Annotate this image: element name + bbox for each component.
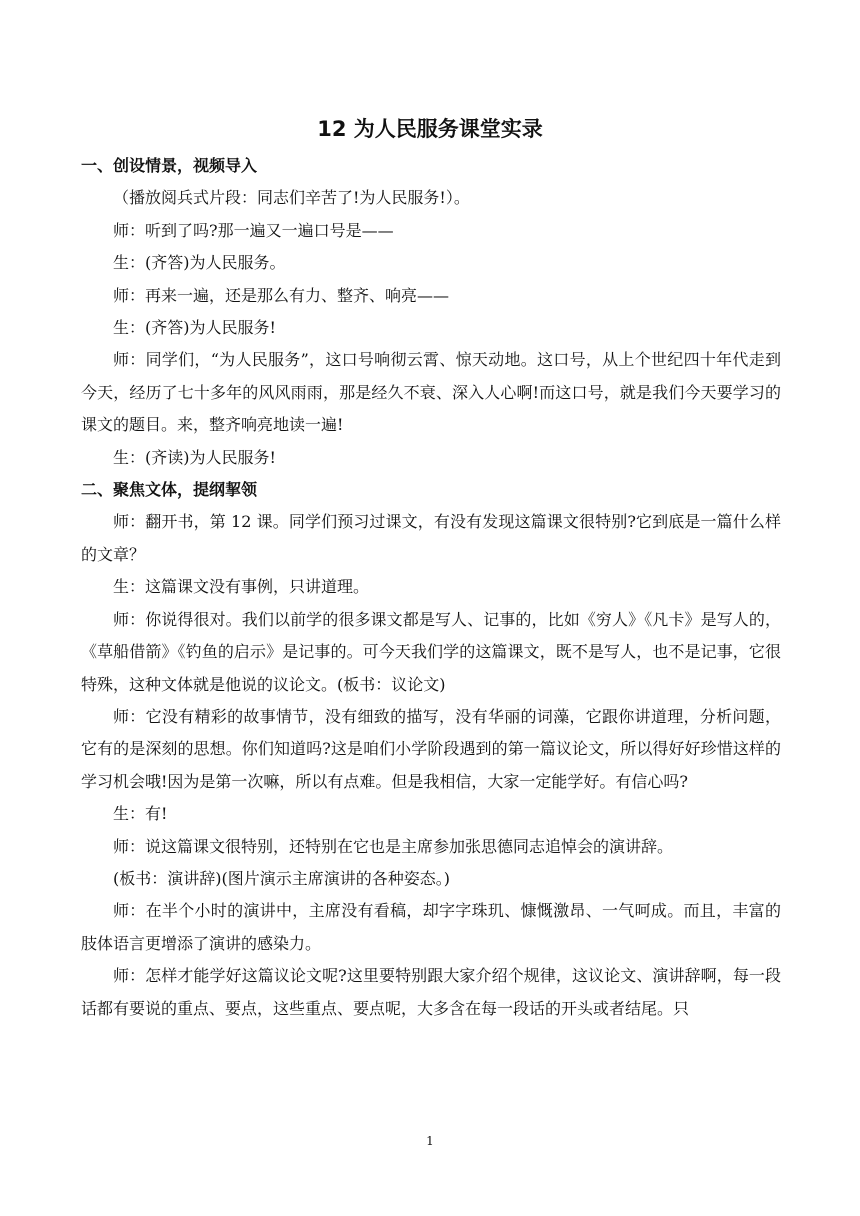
paragraph: 师：你说得很对。我们以前学的很多课文都是写人、记事的，比如《穷人》《凡卡》是写人的，《草船借箭》《钓鱼的启示》是记事的。可今天我们学的这篇课文，既不是写人，也不是记事，它很特殊，这种文体就是他说的议论文。(板书：议论文) <box>81 609 781 694</box>
paragraph: 生：(齐读)为人民服务! <box>113 447 276 467</box>
paragraph: 生：这篇课文没有事例，只讲道理。 <box>113 577 370 597</box>
page-number: 1 <box>426 1134 434 1148</box>
paragraph: 师：再来一遍，还是那么有力、整齐、响亮—— <box>113 285 450 305</box>
paragraph: （播放阅兵式片段：同志们辛苦了!为人民服务!）。 <box>113 188 470 208</box>
section-heading: 二、聚焦文体，提纲挈领 <box>81 480 258 500</box>
paragraph: 生：有! <box>113 804 168 824</box>
paragraph: 师：听到了吗?那一遍又一遍口号是—— <box>113 220 394 240</box>
document-title: 12 为人民服务课堂实录 <box>317 117 543 141</box>
paragraph: 师：怎样才能学好这篇议论文呢?这里要特别跟大家介绍个规律，这议论文、演讲辞啊，每一段话都有要说的重点、要点，这些重点、要点呢，大多含在每一段话的开头或者结尾。只 <box>81 966 781 1018</box>
paragraph: 师：翻开书，第 12 课。同学们预习过课文，有没有发现这篇课文很特别?它到底是一篇什么样的文章？ <box>81 512 781 564</box>
paragraph: 生：(齐答)为人民服务。 <box>113 253 286 273</box>
paragraph: 师：它没有精彩的故事情节，没有细致的描写，没有华丽的词藻，它跟你讲道理，分析问题，它有的是深刻的思想。你们知道吗?这是咱们小学阶段遇到的第一篇议论文，所以得好好珍惜这样的学习机会哦!因为是第一次嘛，所以有点难。但是我相信，大家一定能学好。有信心吗? <box>81 706 781 791</box>
paragraph: 生：(齐答)为人民服务! <box>113 318 276 338</box>
paragraph: (板书：演讲辞)(图片演示主席演讲的各种姿态。) <box>113 868 450 888</box>
section-heading: 一、创设情景，视频导入 <box>81 156 258 175</box>
paragraph: 师：在半个小时的演讲中，主席没有看稿，却字字珠玑、慷慨激昂、一气呵成。而且，丰富的肢体语言更增添了演讲的感染力。 <box>81 901 781 953</box>
document-body <box>81 150 781 1025</box>
paragraph: 师：同学们，“为人民服务”，这口号响彻云霄、惊天动地。这口号，从上个世纪四十年代走到今天，经历了七十多年的风风雨雨，那是经久不衰、深入人心啊!而这口号，就是我们今天要学习的课文的题目。来，整齐响亮地读一遍! <box>81 350 781 435</box>
paragraph: 师：说这篇课文很特别，还特别在它也是主席参加张思德同志追悼会的演讲辞。 <box>113 836 674 856</box>
